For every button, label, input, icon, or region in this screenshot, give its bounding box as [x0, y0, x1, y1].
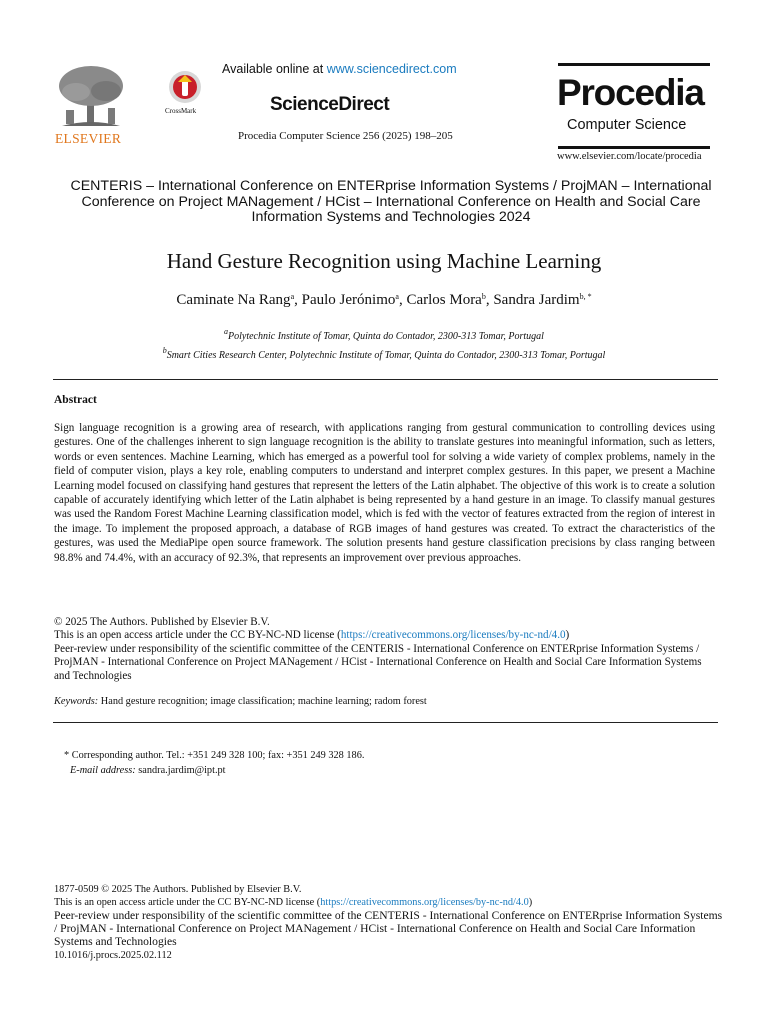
journal-reference: Procedia Computer Science 256 (2025) 198–205 — [238, 130, 453, 142]
publisher-name: ELSEVIER — [55, 131, 122, 146]
affiliation-a: $^a$Polytechnic Institute of Tomar, Quinta do Contador, 2300-313 Tomar, Portugal — [224, 327, 544, 342]
issn-line: 1877-0509 © 2025 The Authors. Published by Elsevier B.V. — [54, 884, 302, 895]
paper-title: Hand Gesture Recognition using Machine Learning — [166, 249, 602, 273]
author-email[interactable]: sandra.jardim@ipt.pt — [135, 764, 226, 776]
sciencedirect-wordmark: ScienceDirect — [270, 94, 390, 115]
footer-open-access: This is an open access article under the CC BY-NC-ND license (https://creativecommons.org/licenses/by-nc-nd/4.0) — [54, 897, 533, 908]
author-list — [0, 292, 768, 309]
divider — [53, 379, 718, 380]
sciencedirect-link[interactable]: www.sciencedirect.com — [326, 62, 457, 76]
open-access-line: This is an open access article under the CC BY-NC-ND license (https://creativecommons.org/licenses/by-nc-nd/4.0) — [54, 629, 570, 642]
license-link[interactable]: https://creativecommons.org/licenses/by-nc-nd/4.0 — [340, 629, 566, 642]
doi[interactable]: 10.1016/j.procs.2025.02.112 — [54, 949, 172, 961]
author: Carlos Mora$^b$, — [406, 292, 494, 308]
abstract-heading: Abstract — [54, 394, 97, 406]
crossmark-icon[interactable] — [168, 70, 202, 104]
conference-name: CENTERIS – International Conference on ENTERprise Information Systems / ProjMAN – International Conference on Project MANagement / HCist – International Conference on Health and Social Care Information Systems and Technologies 2024 — [70, 178, 712, 225]
footer — [54, 883, 724, 962]
elsevier-url[interactable]: www.elsevier.com/locate/procedia — [557, 151, 702, 162]
author: Sandra Jardim$^{b, *}$ — [493, 292, 592, 308]
affiliation-b: $^b$Smart Cities Research Center, Polytechnic Institute of Tomar, Quinta do Contador, 2300-313 Tomar, Portugal — [162, 346, 606, 361]
peer-review-line: Peer-review under responsibility of the scientific committee of the CENTERIS - International Conference on ENTERprise Information Systems / ProjMAN - International Conference on Project MANagement / HCist - International Conference on Health and Social Care Information Systems and Technologies — [54, 642, 702, 682]
procedia-subtitle: Computer Science — [567, 117, 687, 133]
author: Paulo Jerónimo$^a$, — [301, 292, 407, 308]
copyright-line: © 2025 The Authors. Published by Elsevier B.V. — [54, 616, 270, 628]
keywords: Keywords: Hand gesture recognition; image classification; machine learning; radom forest — [54, 696, 427, 707]
license-block — [54, 616, 719, 683]
crossmark-label: CrossMark — [165, 107, 197, 115]
procedia-wordmark: Procedia — [557, 72, 704, 113]
elsevier-tree-logo — [52, 64, 130, 130]
corresponding-author: * Corresponding author. Tel.: +351 249 328 100; fax: +351 249 328 186. E-mail address: sandra.jardim@ipt.pt — [64, 750, 365, 776]
divider — [53, 722, 718, 723]
footer-peer-review: Peer-review under responsibility of the scientific committee of the CENTERIS - International Conference on ENTERprise Information Systems / ProjMAN - International Conference on Project MANagement / HCist - International Conference on Health and Social Care Information Systems and Technologies — [54, 909, 723, 949]
footer-license-link[interactable]: https://creativecommons.org/licenses/by-nc-nd/4.0 — [320, 897, 529, 908]
available-online: Available online at www.sciencedirect.com — [222, 62, 457, 76]
abstract-text: Sign language recognition is a growing area of research, with applications ranging from gestural communication to controlling devices using gestures. One of the challenges inherent to sign language recognition is the ability to translate gestures into meaningful information, such as letters, words or even sentences. Machine Learning, which has emerged as a powerful tool for solving a wide variety of complex problems, namely in the field of computer vision, plays a key role, enabling computers to understand and interpret complex gestures. In this paper, we present a Machine Learning model focused on classifying hand gestures that represent the letters of the Latin alphabet. The objective of this work is to create a solution capable of accurately identifying which letter of the Latin alphabet is being represented by a hand gesture in an image. To classify manual gestures was used the Random Forest Machine Learning classification model, which is fed with the vector of features extracted from the region of interest in the image. To implement the proposed approach, a database of RGB images of hand gestures was created. To extract the characteristics of the gestures, was used the MediaPipe open source framework. The solution presents hand gesture classification precisions by class ranging between 98.8% and 74.4%, with an accuracy of 92.3%, that represents an improvement over previous approaches. — [54, 422, 715, 564]
author: Caminate Na Rang$^a$, — [176, 292, 302, 308]
